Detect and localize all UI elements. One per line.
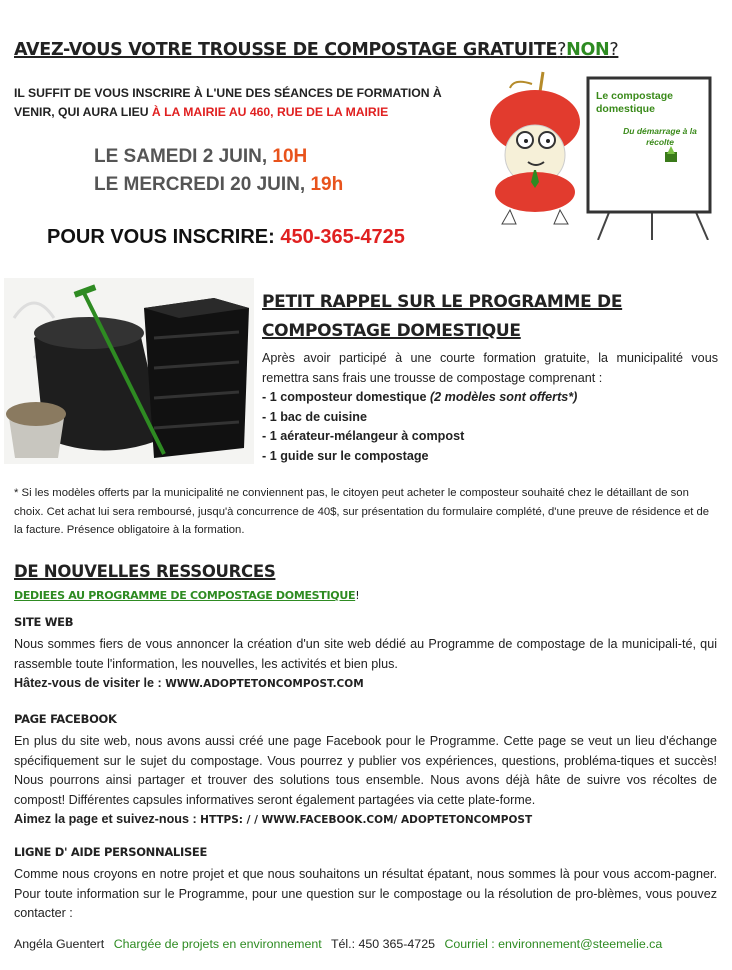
kitchen-bin-icon bbox=[6, 402, 66, 458]
site-link[interactable]: WWW.ADOPTETONCOMPOST.COM bbox=[165, 678, 364, 690]
kit-item bbox=[262, 447, 718, 467]
site-cta: Hâtez-vous de visiter le : bbox=[14, 676, 166, 690]
facebook-section bbox=[14, 732, 717, 831]
title-text: AVEZ-VOUS VOTRE TROUSSE DE COMPOSTAGE GRATUITE bbox=[14, 40, 558, 60]
rappel-text: Après avoir participé à une courte formation gratuite, la municipalité vous remettra sans frais une trousse de compostage comprenant : bbox=[262, 351, 718, 385]
title-answer: NON bbox=[566, 40, 610, 60]
rappel-heading: PETIT RAPPEL SUR LE PROGRAMME DE COMPOSTAGE DOMESTIQUE bbox=[262, 292, 623, 341]
facebook-heading: PAGE FACEBOOK bbox=[14, 712, 117, 726]
contact-phone: Tél.: 450 365-4725 bbox=[330, 937, 435, 951]
contact-name: Angéla Guentert bbox=[14, 937, 105, 951]
board-title: Le compostage domestique bbox=[596, 90, 674, 115]
kit-item bbox=[262, 427, 718, 447]
site-section bbox=[14, 635, 717, 695]
intro-paragraph bbox=[14, 84, 484, 122]
session-day: LE MERCREDI 20 JUIN, bbox=[94, 174, 311, 195]
kit-item bbox=[262, 408, 718, 428]
session-time: 19h bbox=[310, 174, 344, 195]
session-dates bbox=[94, 143, 343, 199]
register-phone: 450-365-4725 bbox=[280, 226, 405, 248]
register-line bbox=[47, 226, 405, 249]
facebook-cta-line bbox=[14, 810, 717, 831]
kit-item-note: (2 modèles sont offerts*) bbox=[429, 390, 578, 404]
site-heading: SITE WEB bbox=[14, 615, 74, 629]
session-time: 10H bbox=[272, 146, 308, 167]
facebook-link[interactable]: HTTPS: / / WWW.FACEBOOK.COM/ ADOPTETONCOMPOST bbox=[200, 814, 533, 826]
site-cta-line bbox=[14, 674, 717, 695]
square-composter-icon bbox=[144, 298, 249, 458]
subheading-text: DEDIEES AU PROGRAMME DE COMPOSTAGE DOMESTIQUE bbox=[14, 589, 356, 602]
kit-item-text: - 1 bac de cuisine bbox=[262, 409, 367, 424]
resources-heading: DE NOUVELLES RESSOURCES bbox=[14, 562, 276, 581]
resources-subheading bbox=[14, 589, 359, 602]
apple-core-icon bbox=[490, 72, 580, 224]
register-label: POUR VOUS INSCRIRE: bbox=[47, 226, 281, 248]
site-text: Nous sommes fiers de vous annoncer la création d'un site web dédié au Programme de compostage de la municipali-té, qui rassemble toute l'information, les nouvelles, les activités et bien plus. bbox=[14, 637, 717, 671]
board-subtitle: Du démarrage à la récolte bbox=[623, 126, 697, 147]
title-question-end: ? bbox=[609, 40, 619, 60]
help-text: Comme nous croyons en notre projet et que nous souhaitons un résultat épatant, nous sommes là pour vous accom-pagner. Pour toute information sur le Programme, pour une question sur le compostage ou la résolution de pro-blèmes, vous pouvez contacter : bbox=[14, 867, 717, 920]
contact-email[interactable]: Courriel : environnement@steemelie.ca bbox=[444, 937, 663, 951]
session-2 bbox=[94, 171, 343, 199]
facebook-text: En plus du site web, nous avons aussi créé une page Facebook pour le Programme. Cette page se veut un lieu d'échange spécifiquement sur le sujet du compostage. Vous pourrez y publier vos expériences, questions, probléma-tiques et succès! Nous pourrons ainsi partager et trouver des solutions tous ensemble. Nous avons déjà hâte de suivre vos récoltes de compost! Différentes capsules informatives seront également partagées via cette plate-forme. bbox=[14, 734, 717, 807]
facebook-cta: Aimez la page et suivez-nous : bbox=[14, 812, 201, 826]
kit-item bbox=[262, 388, 718, 408]
footnote: * Si les modèles offerts par la municipalité ne conviennent pas, le citoyen peut acheter le composteur souhaité chez le détaillant de son choix. Cet achat lui sera remboursé, jusqu'à concurrence de 40$, sur présentation du formulaire complété, d'une preuve de résidence et de la facture. Présence obligatoire à la formation. bbox=[14, 487, 710, 537]
kit-item-text: - 1 guide sur le compostage bbox=[262, 448, 429, 463]
intro-text: IL SUFFIT DE VOUS INSCRIRE À L'UNE DES SÉANCES DE FORMATION À VENIR, QUI AURA LIEU bbox=[14, 86, 442, 119]
kit-item-text: - 1 aérateur-mélangeur à compost bbox=[262, 429, 465, 443]
page-title bbox=[14, 40, 618, 60]
kit-item-text: - 1 composteur domestique bbox=[262, 390, 430, 404]
title-question: ? bbox=[557, 40, 567, 60]
subheading-excl: ! bbox=[355, 589, 360, 602]
composter-photo bbox=[4, 278, 254, 464]
session-day: LE SAMEDI 2 JUIN, bbox=[94, 146, 273, 167]
rappel-body bbox=[262, 349, 718, 466]
contact-role: Chargée de projets en environnement bbox=[113, 937, 322, 951]
session-1 bbox=[94, 143, 343, 171]
intro-location: À LA MAIRIE AU 460, RUE DE LA MAIRIE bbox=[151, 105, 389, 119]
contact-line bbox=[14, 937, 668, 951]
help-heading: LIGNE D' AIDE PERSONNALISEE bbox=[14, 845, 208, 859]
